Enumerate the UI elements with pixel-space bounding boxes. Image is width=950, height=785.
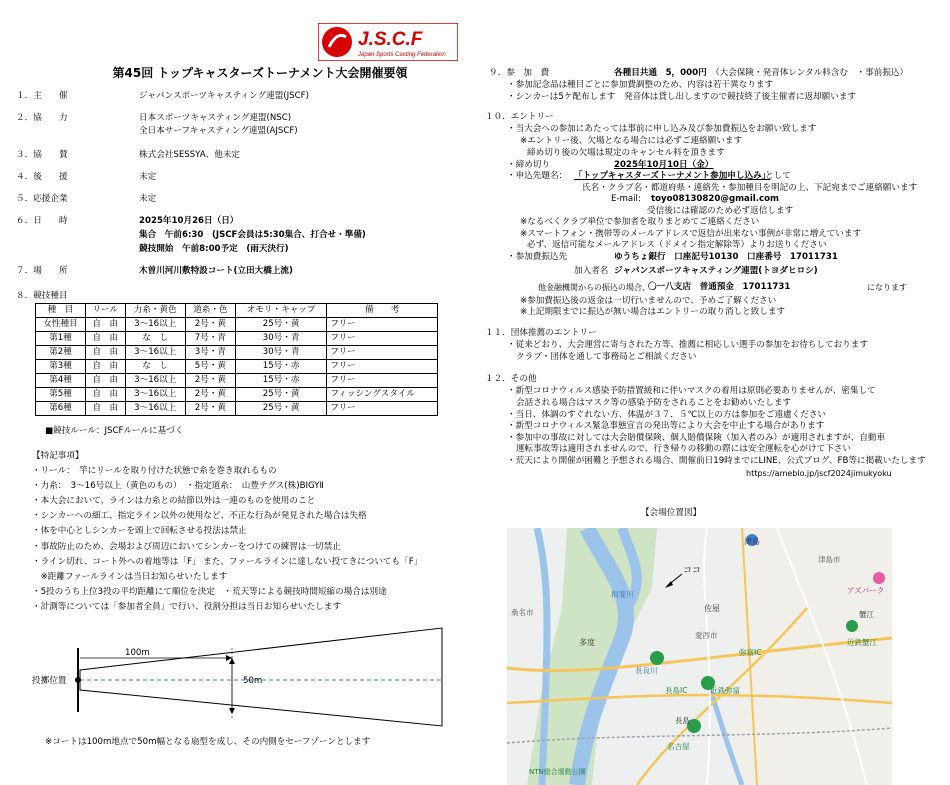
section-value: 未定 bbox=[139, 194, 157, 204]
map-label: NTN総合運動公園 bbox=[529, 768, 586, 776]
table-row bbox=[36, 332, 438, 346]
other-line: ・当日、体調のすぐれない方、体温が３７．５℃以上の方は参加をご遠慮ください bbox=[507, 410, 827, 420]
other-line: ・参加中の事故に対しては大会賠償保険、個人賠償保険（加入者のみ）が適用されますが、自動車 bbox=[507, 433, 886, 443]
special-item: ・計測等については「参加者全員」で行い、役割分担は当日お知らせいたします bbox=[32, 602, 341, 612]
section-label: ６．日 時 bbox=[16, 216, 68, 226]
section-label: ２．協 力 bbox=[16, 113, 68, 123]
table-header: オモリ・キャップ bbox=[235, 304, 326, 318]
table-row bbox=[36, 374, 438, 388]
holder-label: 加入者名 bbox=[574, 266, 609, 276]
logo-subtext: Japan Sports Casting Federation bbox=[358, 52, 446, 58]
fee-note: （大会保険・発音体レンタル料含む ・事前振込） bbox=[711, 68, 909, 78]
section-label: ４．後 援 bbox=[16, 172, 68, 182]
special-item: ・事故防止のため、会場および周辺においてシンカーをつけての練習は一切禁止 bbox=[32, 542, 341, 552]
venue-map[interactable] bbox=[507, 528, 892, 785]
table-header: 道糸・色 bbox=[185, 304, 235, 318]
map-label: 揖斐川 bbox=[611, 590, 634, 599]
table-cell: 25号・黄 bbox=[235, 388, 326, 402]
table-cell: 自 由 bbox=[85, 374, 125, 388]
map-label: アズパーク bbox=[847, 586, 885, 595]
entry-line: ・当大会への参加にあたっては事前に申し込み及び参加費振込をお願い致します bbox=[507, 124, 817, 134]
section-value: 日本スポーツキャスティング連盟(NSC) bbox=[139, 113, 292, 123]
table-cell: 15号・赤 bbox=[235, 374, 326, 388]
table-cell: な し bbox=[125, 360, 185, 374]
bank-label: ・参加費振込先 bbox=[507, 252, 568, 262]
table-cell: フリー bbox=[327, 402, 438, 416]
table-header: 力糸・黄色 bbox=[125, 304, 185, 318]
table-cell: 2号・黄 bbox=[185, 402, 235, 416]
table-cell: 2号・黄 bbox=[185, 388, 235, 402]
special-item: ・力糸： 3～16号以上（黄色のもの） ・指定道糸： 山豊テグス(株)BIGYⅡ bbox=[32, 481, 324, 491]
table-row bbox=[36, 318, 438, 332]
other-line: ・荒天により開催が困難と予想される場合、開催前日19時までにLINE、公式ブログ、FB等に掲載いたします bbox=[507, 456, 926, 466]
table-cell: 3～16以上 bbox=[125, 318, 185, 332]
group-line: クラブ・団体を通して事務局とご相談ください bbox=[516, 352, 697, 362]
other-bank-branch: 〇一八支店 普通預金 17011731 bbox=[648, 282, 791, 292]
holder-name: ジャパンスポーツキャスティング連盟(トヨダヒロシ) bbox=[614, 266, 818, 276]
table-cell: フィッシングスタイル bbox=[327, 388, 438, 402]
map-label: 長島IC bbox=[665, 686, 688, 695]
table-cell: 5号・黄 bbox=[185, 360, 235, 374]
section-label: ７．場 所 bbox=[16, 266, 68, 276]
court-distance-100: 100m bbox=[125, 648, 150, 658]
bank-note: ※上記期限までに振込が無い場合はエントリーの取り消しと致します bbox=[520, 307, 786, 317]
map-label: 弥富IC bbox=[739, 648, 762, 657]
table-cell: 自 由 bbox=[85, 360, 125, 374]
table-cell: 2号・黄 bbox=[185, 374, 235, 388]
table-row bbox=[36, 402, 438, 416]
table-row bbox=[36, 360, 438, 374]
group-label: １１．団体推薦のエントリー bbox=[485, 328, 597, 338]
map-label: 桑名市 bbox=[511, 608, 534, 617]
table-cell: 25号・黄 bbox=[235, 402, 326, 416]
table-cell: 第1種 bbox=[36, 332, 86, 346]
fee-label: ９．参 加 費 bbox=[489, 68, 550, 78]
table-cell: 第6種 bbox=[36, 402, 86, 416]
email-label: E-mail: bbox=[611, 194, 641, 204]
rule-note: ■競技ルール：JSCFルールに基づく bbox=[45, 426, 184, 436]
table-cell: 3～16以上 bbox=[125, 402, 185, 416]
table-cell: フリー bbox=[327, 318, 438, 332]
table-cell: 3～16以上 bbox=[125, 346, 185, 360]
section-value: 未定 bbox=[139, 172, 157, 182]
apply-line: ※スマートフォン・携帯等のメールアドレスで返信が出来ない事例が非常に増えています bbox=[520, 229, 862, 239]
special-item: ・シンカーへの細工、指定ライン以外の使用など、不正な行為が発見された場合は失格 bbox=[32, 511, 367, 521]
table-cell: 第5種 bbox=[36, 388, 86, 402]
fee-line: ・シンカーは5ケ配布します 発音体は貸し出しますので競技終了後主催者に返却願います bbox=[507, 92, 857, 102]
apply-line: 受信後には確認のため必ず返信します bbox=[647, 206, 794, 216]
section-label: ５．応援企業 bbox=[16, 194, 68, 204]
venue-marker-label: ココ bbox=[683, 566, 702, 576]
court-diagram bbox=[22, 618, 462, 736]
table-cell: 自 由 bbox=[85, 402, 125, 416]
other-label: １２．その他 bbox=[485, 374, 537, 384]
map-label: 近鉄弥富 bbox=[710, 686, 740, 695]
table-cell: フリー bbox=[327, 346, 438, 360]
entry-line: ・締め切り bbox=[507, 160, 550, 170]
email-address[interactable]: toyo08130820@gmail.com bbox=[651, 194, 779, 204]
table-header: 備 考 bbox=[327, 304, 438, 318]
other-line: ・新型コロナウィルス感染予防措置緩和に伴いマスクの着用は原則必要ありませんが、密集して bbox=[507, 386, 876, 396]
map-label: 佐屋 bbox=[704, 604, 720, 613]
other-bank-prefix: 他金融機関からの振込の場合、 bbox=[538, 283, 650, 292]
map-label: 長良川 bbox=[635, 666, 658, 675]
table-cell: 3号・青 bbox=[185, 346, 235, 360]
map-label: 津島 bbox=[744, 537, 760, 546]
logo-text: J.S.C.F bbox=[358, 29, 423, 50]
table-cell: 3～16以上 bbox=[125, 388, 185, 402]
section-label: ８．競技種目 bbox=[16, 291, 68, 301]
bank-note: ※参加費振込後の返金は一切行いませんので、予めご了解ください bbox=[520, 296, 777, 306]
other-bank-suffix: になります bbox=[867, 283, 907, 292]
table-cell: 自 由 bbox=[85, 346, 125, 360]
throw-position-label: 投擲位置 bbox=[32, 676, 67, 686]
map-label: 津島市 bbox=[818, 555, 841, 564]
map-label: 近鉄蟹江 bbox=[847, 638, 877, 647]
entry-label: １０．エントリー bbox=[485, 112, 554, 122]
events-table bbox=[35, 303, 438, 416]
apply-line: ※なるべくクラブ単位で参加者を取りまとめてご連絡ください bbox=[520, 217, 760, 227]
jscf-logo bbox=[318, 23, 458, 61]
special-item: ・5投のうち上位3投の平均距離にて順位を決定 ・荒天等による競技時間短縮の場合は別途 bbox=[32, 587, 387, 597]
blog-url[interactable]: https://ameblo.jp/jscf2024jimukyoku bbox=[746, 469, 892, 478]
map-label: 長島 bbox=[675, 716, 690, 725]
map-label: 愛西市 bbox=[695, 631, 718, 640]
table-cell: 15号・赤 bbox=[235, 360, 326, 374]
table-cell: フリー bbox=[327, 332, 438, 346]
other-line: ・新型コロナウィルス緊急事態宣言の発出等により大会を中止する場合があります bbox=[507, 421, 825, 431]
special-item: ※距離ファールラインは当日お知らせいたします bbox=[32, 572, 228, 582]
section-value: 木曽川河川敷特設コート(立田大橋上流) bbox=[139, 266, 293, 276]
table-cell: 自 由 bbox=[85, 318, 125, 332]
table-row bbox=[36, 388, 438, 402]
special-item: ・本大会において、ラインは力糸との結節以外は一連のものを使用のこと bbox=[32, 496, 316, 506]
entry-line: 締め切り後の欠場は規定のキャンセル料を頂きます bbox=[527, 148, 725, 158]
fee-line: ・参加記念品は種目ごとに参加費調整のため、内容は若干異なります bbox=[507, 80, 774, 90]
section-value: ジャパンスポーツキャスティング連盟(JSCF) bbox=[139, 91, 309, 101]
table-cell: 自 由 bbox=[85, 332, 125, 346]
section-label: １．主 催 bbox=[16, 91, 68, 101]
other-line: 会話される場合はマスク等の感染予防をされることをお勧めいたします bbox=[516, 398, 792, 408]
table-cell: 30号・青 bbox=[235, 346, 326, 360]
section-value: 集合 午前6:30 (JSCF会員は5:30集合、打合せ・準備) bbox=[139, 230, 366, 240]
court-width-50: 50m bbox=[243, 676, 263, 686]
page-title: 第45回 トップキャスターズトーナメント大会開催要領 bbox=[112, 66, 408, 80]
court-note: ※コートは100m地点で50m幅となる扇型を成し、その内側をセーフゾーンとします bbox=[45, 737, 371, 747]
section-value: 全日本サーフキャスティング連盟(AJSCF) bbox=[139, 126, 298, 136]
map-title: 【会場位置図】 bbox=[641, 508, 702, 518]
apply-line: 氏名・クラブ名・都道府県・連絡先・参加種目を明記の上、下記宛までご連絡願います bbox=[582, 183, 918, 193]
table-cell: 第2種 bbox=[36, 346, 86, 360]
table-cell: 30号・青 bbox=[235, 332, 326, 346]
map-label: 多度 bbox=[579, 638, 595, 647]
table-header: リール bbox=[85, 304, 125, 318]
section-value: 株式会社SESSYA、他未定 bbox=[139, 150, 241, 160]
table-cell: 第3種 bbox=[36, 360, 86, 374]
table-cell: 25号・黄 bbox=[235, 318, 326, 332]
section-label: ３．協 賛 bbox=[16, 150, 68, 160]
table-cell: 2号・黄 bbox=[185, 318, 235, 332]
fee-value: 各種目共通 5，000円 bbox=[614, 68, 707, 78]
bank-name: ゆうちょ銀行 口座記号10130 口座番号 17011731 bbox=[614, 252, 838, 262]
table-cell: フリー bbox=[327, 374, 438, 388]
section-value: 2025年10月26日（日） bbox=[139, 216, 239, 226]
special-item: ・ライン切れ、コート外への着地等は「F」 また、ファールラインに達しない投てきについても「F」 bbox=[32, 557, 423, 567]
table-cell: 女性種目 bbox=[36, 318, 86, 332]
special-item: ・リール： 竿にリールを取り付けた状態で糸を巻き取れるもの bbox=[32, 466, 277, 476]
table-cell: 第4種 bbox=[36, 374, 86, 388]
table-header-row bbox=[36, 304, 438, 318]
other-line: 運転事故等は適用されませんので、行き帰りの移動の際には安全運転を心がけて下さい bbox=[516, 444, 851, 454]
table-cell: な し bbox=[125, 332, 185, 346]
group-line: ・従来どおり、大会運営に寄与された方等、推薦に相応しい選手の参加をお待ちしております bbox=[507, 340, 868, 350]
apply-label: ・申込先題名： bbox=[507, 171, 568, 181]
table-cell: 7号・青 bbox=[185, 332, 235, 346]
table-header: 種 目 bbox=[36, 304, 86, 318]
table-row bbox=[36, 346, 438, 360]
section-value: 競技開始 午前8:00予定 (雨天決行) bbox=[139, 244, 289, 254]
apply-title: 「トップキャスターズトーナメント参加申し込み」 bbox=[574, 171, 771, 181]
table-cell: 自 由 bbox=[85, 388, 125, 402]
map-label: 名古屋 bbox=[667, 742, 690, 751]
table-cell: 3～16以上 bbox=[125, 374, 185, 388]
entry-deadline: 2025年10月10日（金） bbox=[614, 160, 714, 170]
special-title: 【特記事項】 bbox=[32, 451, 84, 461]
apply-line: 必ず、返信可能なメールアドレス（ドメイン指定解除等）よりお送りください bbox=[527, 240, 827, 250]
special-item: ・体を中心としシンカーを頭上で回転させる投法は禁止 bbox=[32, 526, 247, 536]
table-cell: フリー bbox=[327, 360, 438, 374]
map-label: 蟹江 bbox=[859, 610, 874, 619]
apply-suffix: として bbox=[765, 171, 791, 181]
entry-line: ※エントリー後、欠場となる場合には必ずご連絡願います bbox=[520, 136, 743, 146]
